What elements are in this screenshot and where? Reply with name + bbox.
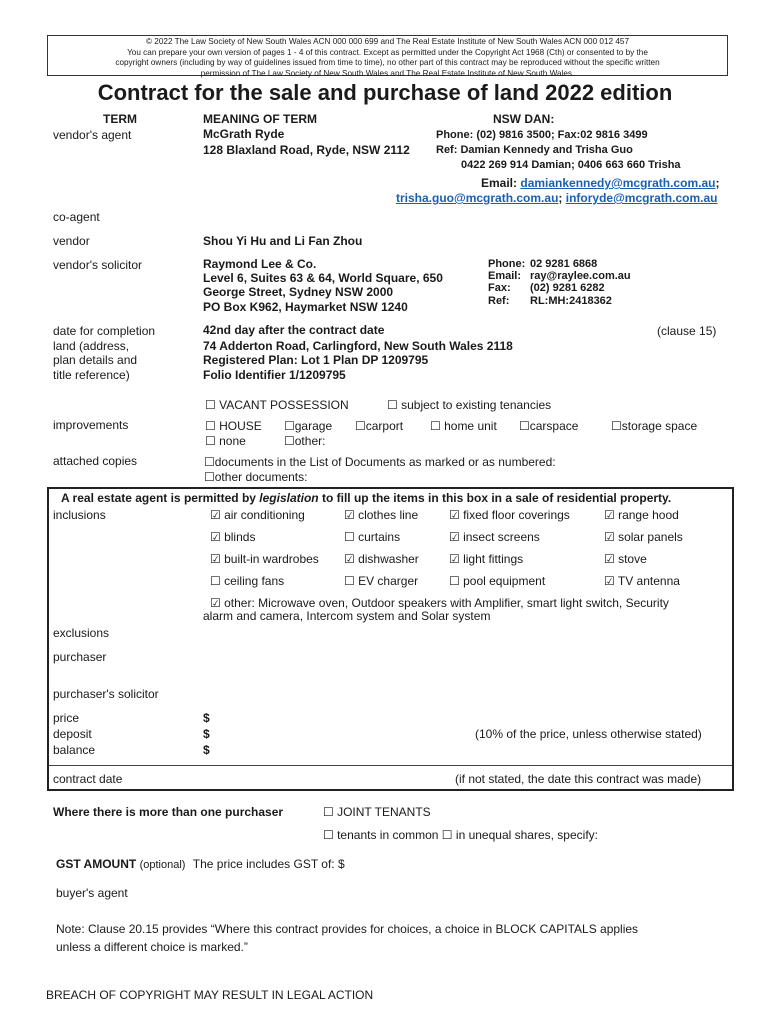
agent-box-heading-em: legislation: [259, 491, 319, 505]
home-unit-checkbox[interactable]: ☐ home unit: [430, 419, 497, 433]
house-checkbox[interactable]: ☐ HOUSE: [205, 419, 262, 433]
existing-tenancies-checkbox[interactable]: ☐ subject to existing tenancies: [387, 398, 552, 412]
vendors-agent-address: 128 Blaxland Road, Ryde, NSW 2112: [203, 143, 410, 157]
inclusion-ceiling-fans[interactable]: ☐ ceiling fans: [210, 574, 285, 588]
note-line-1: Note: Clause 20.15 provides “Where this contract provides for choices, a choice in BLOCK CAPITALS applies: [56, 922, 639, 936]
deposit-note: (10% of the price, unless otherwise stated): [475, 727, 702, 741]
vendors-solicitor-line-3: George Street, Sydney NSW 2000: [203, 285, 394, 299]
email-link-trisha[interactable]: trisha.guo@mcgrath.com.au: [396, 191, 559, 205]
vendors-agent-phone: Phone: (02) 9816 3500; Fax:02 9816 3499: [436, 129, 648, 141]
inclusion-other[interactable]: ☑ other: Microwave oven, Outdoor speakers with Amplifier, smart light switch, Security: [210, 596, 669, 610]
land-label-2: plan details and: [53, 353, 138, 367]
completion-label: date for completion: [53, 324, 156, 338]
improvements-label: improvements: [53, 418, 129, 432]
gst-label: GST AMOUNT: [56, 857, 137, 871]
solicitor-ref: RL:MH:2418362: [530, 295, 612, 307]
price-label: price: [53, 711, 80, 725]
solicitor-fax-label: Fax:: [488, 282, 511, 294]
footer-warning: BREACH OF COPYRIGHT MAY RESULT IN LEGAL ACTION: [46, 988, 374, 1002]
purchaser-label: purchaser: [53, 650, 107, 664]
inclusion-tv-antenna[interactable]: ☑ TV antenna: [604, 574, 680, 588]
vendors-solicitor-line-4: PO Box K962, Haymarket NSW 1240: [203, 300, 408, 314]
email-separator: ;: [715, 176, 720, 190]
completion-clause: (clause 15): [657, 324, 717, 338]
vendors-agent-name: McGrath Ryde: [203, 127, 285, 141]
multiple-purchasers-label: Where there is more than one purchaser: [53, 805, 284, 819]
copyright-line-1: © 2022 The Law Society of New South Wales ACN 000 000 699 and The Real Estate Institute of New South Wales ACN 000 012 457: [145, 37, 629, 46]
copyright-line-4: permission of The Law Society of New South Wales and The Real Estate Institute of New South Wales.: [200, 68, 575, 78]
other-improvement-checkbox[interactable]: ☐other:: [284, 434, 326, 448]
inclusion-insect-screens[interactable]: ☑ insect screens: [449, 530, 540, 544]
contract-date-divider: [49, 765, 732, 766]
inclusion-other-continued: alarm and camera, Intercom system and Solar system: [203, 609, 491, 623]
header-meaning: MEANING OF TERM: [203, 112, 317, 126]
vendors-solicitor-line-2: Level 6, Suites 63 & 64, World Square, 650: [203, 271, 443, 285]
solicitor-ref-label: Ref:: [488, 295, 510, 307]
inclusion-light-fittings[interactable]: ☑ light fittings: [449, 552, 524, 566]
email-label: Email:: [481, 176, 518, 190]
email-link-damian[interactable]: damiankennedy@mcgrath.com.au: [520, 176, 716, 190]
inclusion-stove[interactable]: ☑ stove: [604, 552, 647, 566]
inclusion-pool-equipment[interactable]: ☐ pool equipment: [449, 574, 546, 588]
deposit-symbol: $: [203, 727, 210, 741]
copyright-notice: [47, 35, 728, 76]
gst-optional: (optional): [139, 859, 186, 871]
inclusion-fixed-floor-coverings[interactable]: ☑ fixed floor coverings: [449, 508, 570, 522]
documents-list-checkbox[interactable]: ☐documents in the List of Documents as marked or as numbered:: [204, 455, 556, 469]
vendors-solicitor-line-1: Raymond Lee & Co.: [203, 257, 317, 271]
buyers-agent-label: buyer's agent: [56, 886, 128, 900]
agent-box-heading-pre: A real estate agent is permitted by: [61, 491, 256, 505]
completion-value: 42nd day after the contract date: [203, 323, 385, 337]
joint-tenants-checkbox[interactable]: ☐ JOINT TENANTS: [323, 805, 431, 819]
agent-box-heading: [61, 491, 671, 506]
solicitor-fax: (02) 9281 6282: [530, 282, 605, 294]
header-term: TERM: [103, 112, 137, 126]
attached-copies-label: attached copies: [53, 454, 138, 468]
gst-row: [56, 857, 345, 873]
email-link-inforyde[interactable]: inforyde@mcgrath.com.au: [565, 191, 718, 205]
inclusion-built-in-wardrobes[interactable]: ☑ built-in wardrobes: [210, 552, 319, 566]
exclusions-label: exclusions: [53, 626, 110, 640]
land-plan: Registered Plan: Lot 1 Plan DP 1209795: [203, 353, 429, 367]
vendors-agent-email-line-1: [481, 176, 719, 191]
vacant-possession-checkbox[interactable]: ☐ VACANT POSSESSION: [205, 398, 349, 412]
vendor-label: vendor: [53, 234, 90, 248]
storage-space-checkbox[interactable]: ☐storage space: [611, 419, 698, 433]
vendors-solicitor-label: vendor's solicitor: [53, 258, 142, 272]
vendors-agent-mobiles: 0422 269 914 Damian; 0406 663 660 Trisha: [461, 159, 681, 171]
land-label-1: land (address,: [53, 339, 130, 353]
inclusion-range-hood[interactable]: ☑ range hood: [604, 508, 679, 522]
inclusion-clothes-line[interactable]: ☑ clothes line: [344, 508, 419, 522]
garage-checkbox[interactable]: ☐garage: [284, 419, 333, 433]
price-symbol: $: [203, 711, 210, 725]
inclusion-curtains[interactable]: ☐ curtains: [344, 530, 401, 544]
co-agent-label: co-agent: [53, 210, 100, 224]
balance-label: balance: [53, 743, 96, 757]
note-line-2: unless a different choice is marked.”: [56, 940, 248, 954]
email-separator: ;: [558, 191, 563, 205]
copyright-line-2: You can prepare your own version of pages 1 - 4 of this contract. Except as permitted under the Copyright Act 1968 (Cth) or consented to by the: [127, 47, 648, 57]
vendors-agent-email-line-2: [396, 191, 717, 206]
inclusion-blinds[interactable]: ☑ blinds: [210, 530, 256, 544]
solicitor-email-label: Email:: [488, 270, 522, 282]
other-documents-checkbox[interactable]: ☐other documents:: [204, 470, 308, 484]
vendors-agent-ref: Ref: Damian Kennedy and Trisha Guo: [436, 144, 633, 156]
inclusions-label: inclusions: [53, 508, 106, 522]
contract-date-label: contract date: [53, 772, 123, 786]
land-folio: Folio Identifier 1/1209795: [203, 368, 346, 382]
deposit-label: deposit: [53, 727, 92, 741]
vendors-agent-label: vendor's agent: [53, 128, 132, 142]
purchasers-solicitor-label: purchaser's solicitor: [53, 687, 159, 701]
inclusion-air-conditioning[interactable]: ☑ air conditioning: [210, 508, 305, 522]
copyright-line-3: copyright owners (including by way of guidelines issued from time to time), no other part of this contract may be reproduced without the specific written: [115, 58, 660, 67]
solicitor-phone-label: Phone:: [488, 258, 526, 270]
contract-date-note: (if not stated, the date this contract was made): [455, 772, 702, 786]
inclusion-ev-charger[interactable]: ☐ EV charger: [344, 574, 419, 588]
agent-box-heading-post: to fill up the items in this box in a sale of residential property.: [321, 491, 672, 505]
tenants-in-common-checkbox[interactable]: ☐ tenants in common ☐ in unequal shares, specify:: [323, 828, 598, 842]
solicitor-email: ray@raylee.com.au: [530, 270, 631, 282]
none-checkbox[interactable]: ☐ none: [205, 434, 246, 448]
gst-text: The price includes GST of: $: [192, 857, 345, 871]
land-label-3: title reference): [53, 368, 130, 382]
inclusion-solar-panels[interactable]: ☑ solar panels: [604, 530, 683, 544]
inclusion-dishwasher[interactable]: ☑ dishwasher: [344, 552, 419, 566]
land-address: 74 Adderton Road, Carlingford, New South Wales 2118: [203, 339, 513, 353]
page-title: Contract for the sale and purchase of land 2022 edition: [97, 80, 673, 105]
solicitor-phone: 02 9281 6868: [530, 258, 598, 270]
balance-symbol: $: [203, 743, 210, 757]
header-nsw-dan: NSW DAN:: [493, 112, 555, 126]
carport-checkbox[interactable]: ☐carport: [355, 419, 404, 433]
carspace-checkbox[interactable]: ☐carspace: [519, 419, 579, 433]
vendor-value: Shou Yi Hu and Li Fan Zhou: [203, 234, 363, 248]
